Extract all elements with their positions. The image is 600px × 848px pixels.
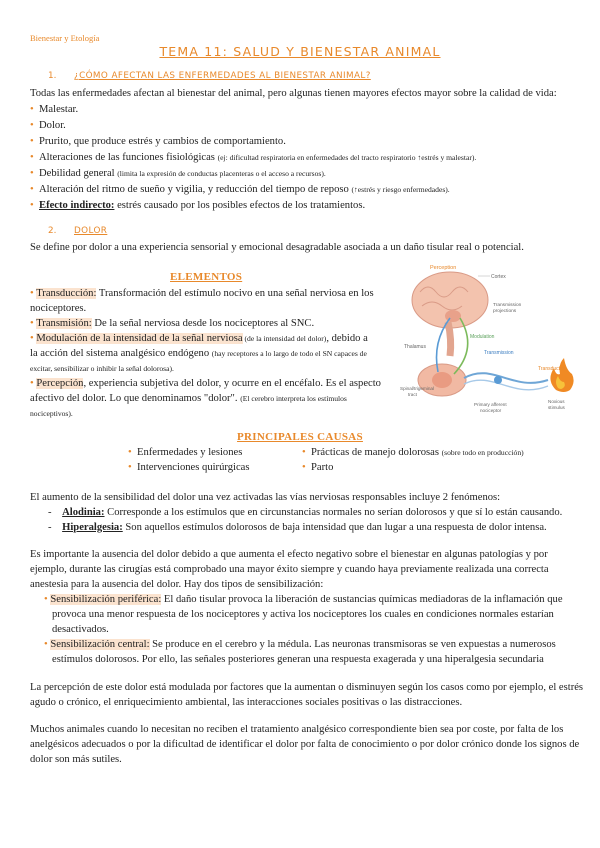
element-transmision: • Transmisión: De la señal nerviosa desde los nociceptores al SNC.: [30, 318, 315, 329]
element-percepcion-cont: afectivo del dolor. Lo que denominamos "dolor". (El cerebro interpreta los estímulos: [30, 393, 347, 404]
elements-heading: ELEMENTOS: [170, 271, 243, 283]
closing-paragraph-l3: dolor son más sutiles.: [30, 754, 122, 765]
label-tract-1: Transmission: [493, 303, 522, 308]
intro-paragraph: Todas las enfermedades afectan al bienestar del animal, pero algunas tienen mayores efectos mayor sobre la calidad de vida:: [30, 88, 557, 99]
effect-item: • Malestar.: [30, 104, 79, 115]
absence-paragraph-l1: Es importante la ausencia del dolor debido a que aumenta el efecto negativo sobre el bienestar en algunas patologías y por: [30, 549, 548, 560]
cause-item: • Enfermedades y lesiones: [128, 447, 243, 458]
label-stimulus-1: Noxious: [548, 399, 565, 404]
thalamus-shape: [445, 310, 461, 322]
label-thalamus: Thalamus: [404, 344, 426, 350]
pain-definition: Se define por dolor a una experiencia sensorial y emocional desagradable asociada a un daño tisular real o potencial.: [30, 242, 524, 253]
absence-paragraph-l3: anestesia para la ausencia del dolor. Hay dos tipos de sensibilización:: [30, 579, 324, 590]
label-neuron-2: nociceptor: [480, 408, 502, 413]
label-modulation: Modulation: [470, 334, 495, 340]
element-percepcion: • Percepción, experiencia subjetiva del dolor, y ocurre en el encéfalo. Es el aspecto: [30, 378, 381, 389]
label-stimulus-2: stimulus: [548, 405, 565, 410]
effect-item: • Prurito, que produce estrés y cambios de comportamiento.: [30, 136, 286, 147]
sensitization-intro: El aumento de la sensibilidad del dolor una vez activadas las vías nerviosas responsables incluye 2 fenómenos:: [30, 492, 501, 503]
central-sensitization-l2: estímulos dolorosos. Por ello, las señales posteriores generan una respuesta exagerada y una hiperalgesia secundaria: [52, 654, 544, 665]
closing-paragraph-l2: anelgésicos adecuados o por la dificultad de identificar el dolor por falta de conocimiento o por dolor crónico donde los signos de: [30, 739, 580, 750]
label-tract-2: projections: [493, 309, 517, 314]
label-cortex: Cortex: [491, 274, 506, 280]
cause-item: • Intervenciones quirúrgicas: [128, 462, 250, 473]
phenomenon-item: - Alodinia: Corresponde a los estímulos que en circunstancias normales no serían dolorosos y que sí lo están causando.: [48, 507, 563, 518]
peripheral-sensitization-l3: desactivados.: [52, 624, 109, 635]
grey-matter: [432, 372, 452, 388]
element-modulacion-note: excitar, sensibilizar o inhibir la señal dolorosa).: [30, 364, 174, 373]
cause-item: • Parto: [302, 462, 334, 473]
modulation-paragraph-l2: agudo o crónico, el enriquecimiento ambiental, las interacciones sociales positivas o las distracciones.: [30, 697, 463, 708]
label-ganglion-1: Spinal/trigeminal: [400, 386, 434, 391]
element-percepcion-note: nociceptivos).: [30, 409, 73, 418]
effect-item: • Alteraciones de las funciones fisiológicas (ej: dificultad respiratoria en enfermedades del tracto respiratorio ↑estrés y malestar).: [30, 152, 477, 163]
phenomenon-item: - Hiperalgesia: Son aquellos estímulos dolorosos de baja intensidad que dan lugar a una respuesta de dolor intensa.: [48, 522, 547, 533]
label-ganglion-2: tract: [408, 392, 417, 397]
element-transduccion: • Transducción: Transformación del estímulo nocivo en una señal nerviosa en los: [30, 288, 374, 299]
modulation-paragraph-l1: La percepción de este dolor está modulada por factores que la aumentan o disminuyen según los casos como por ejemplo, el estrés: [30, 682, 584, 693]
central-sensitization: • Sensibilización central: Se produce en el cerebro y la médula. Las neuronas transmisoras se ven expuestas a numerosos: [44, 639, 556, 650]
causes-heading: PRINCIPALES CAUSAS: [237, 431, 363, 443]
peripheral-sensitization: • Sensibilización periférica: El daño tisular provoca la liberación de sustancias químicas mediadoras de la inflamación que: [44, 594, 563, 605]
element-transduccion-cont: nociceptores.: [30, 303, 87, 314]
element-modulacion: • Modulación de la intensidad de la señal nerviosa (de la intensidad del dolor), debido a: [30, 333, 368, 344]
label-transmission: Transmission: [484, 350, 514, 356]
element-modulacion-cont: la acción del sistema analgésico endógeno (hay receptores a lo largo de todo el SN capaces de: [30, 348, 367, 359]
section-2-heading: 2. DOLOR: [48, 226, 108, 236]
label-neuron-1: Primary afferent: [474, 402, 507, 407]
peripheral-sensitization-l2: provoca una menor respuesta de los nociceptores y activa los nociceptores los cuales en condiciones normales estarían: [52, 609, 554, 620]
afferent-nerve: [464, 373, 548, 383]
label-transduction: Transduction: [538, 366, 567, 372]
effect-item: • Alteración del ritmo de sueño y vigilia, y reducción del tiempo de reposo (↑estrés y riesgo enfermedades).: [30, 184, 450, 195]
page-title: TEMA 11: SALUD Y BIENESTAR ANIMAL: [159, 44, 441, 59]
label-perception: Perception: [430, 265, 457, 271]
indirect-effect-item: • Efecto indirecto: estrés causado por los posibles efectos de los tratamientos.: [30, 200, 366, 211]
effect-item: • Debilidad general (limita la expresión de conductas placenteras o el acceso a recursos).: [30, 168, 326, 179]
brainstem: [448, 322, 451, 356]
dorsal-root-ganglion: [494, 376, 502, 384]
section-1-heading: 1. ¿CÓMO AFECTAN LAS ENFERMEDADES AL BIENESTAR ANIMAL?: [48, 71, 371, 81]
running-header: Bienestar y Etología: [30, 33, 100, 43]
absence-paragraph-l2: ejemplo, durante las cirugías está comprobado una mayor éxito siempre y cuando haya previamente realizada una correcta: [30, 564, 549, 575]
closing-paragraph-l1: Muchos animales cuando lo necesitan no reciben el tratamiento analgésico correspondiente bien sea por coste, por falta de los: [30, 724, 564, 735]
pain-pathway-diagram: [398, 262, 576, 420]
effect-item: • Dolor.: [30, 120, 66, 131]
afferent-nerve-2: [464, 380, 548, 390]
cause-item: • Prácticas de manejo dolorosas (sobre todo en producción): [302, 447, 524, 458]
